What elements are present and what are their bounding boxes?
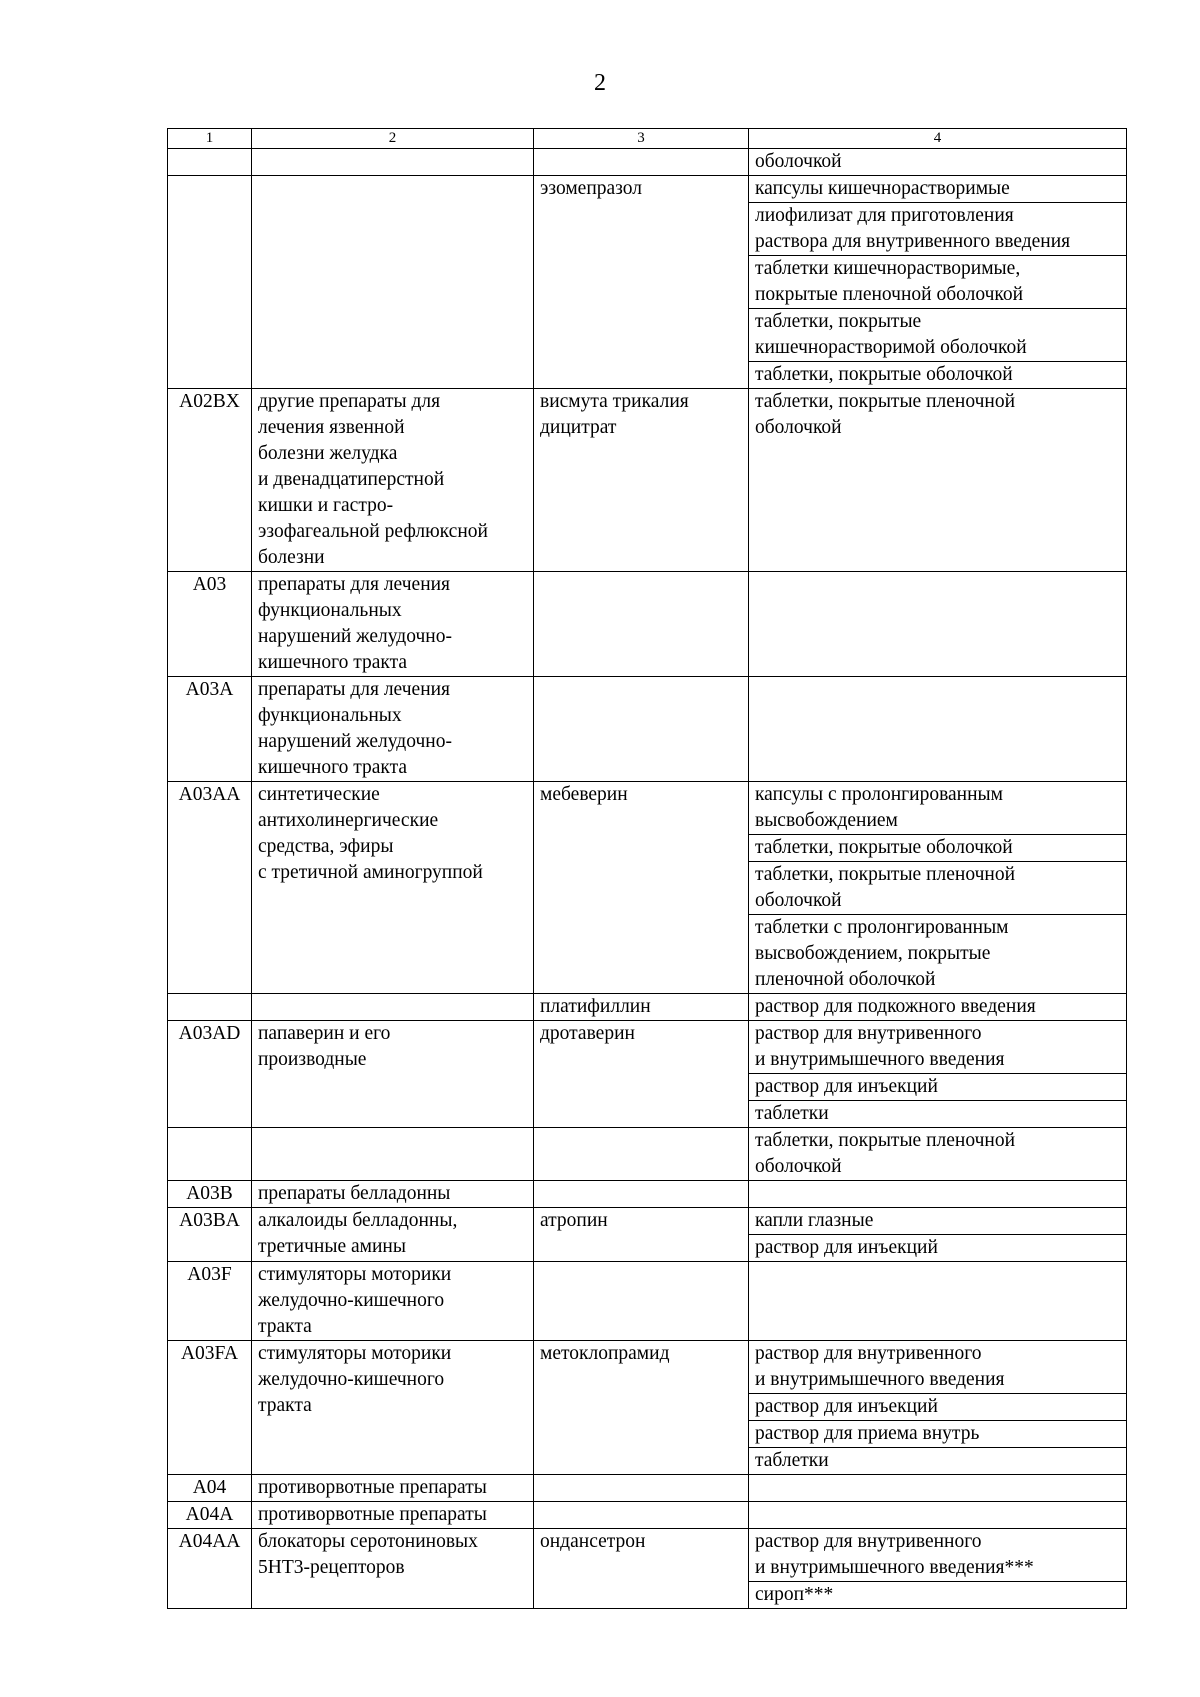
atc-code-cell: A03B <box>168 1181 252 1208</box>
text-line: висмута трикалия <box>540 391 689 412</box>
text-line: лиофилизат для приготовления <box>755 205 1014 226</box>
atc-code-cell: A03A <box>168 677 252 782</box>
group-name-cell <box>252 677 534 782</box>
text-line: тракта <box>258 1316 312 1337</box>
table-row <box>168 1341 1127 1475</box>
text-line: раствор для внутривенного <box>755 1023 982 1044</box>
substance-cell <box>534 1475 749 1502</box>
dosage-forms-cell <box>749 1502 1127 1529</box>
atc-code-cell: A03 <box>168 572 252 677</box>
dosage-form-entry <box>749 361 1126 388</box>
group-name-cell <box>252 1341 534 1475</box>
text-line: функциональных <box>258 705 402 726</box>
substance-cell <box>534 572 749 677</box>
atc-code-cell: A03AA <box>168 782 252 994</box>
text-line: раствор для приема внутрь <box>755 1423 980 1444</box>
text-line: блокаторы серотониновых <box>258 1531 478 1552</box>
text-line: мебеверин <box>540 784 628 805</box>
text-line: нарушений желудочно- <box>258 626 452 647</box>
text-line: раствор для внутривенного <box>755 1343 982 1364</box>
text-line: препараты для лечения <box>258 679 451 700</box>
table-row <box>168 1475 1127 1502</box>
text-line: оболочкой <box>755 890 842 911</box>
text-line: раствор для инъекций <box>755 1076 938 1097</box>
dosage-form-entry <box>749 1420 1126 1447</box>
dosage-form-entry <box>749 782 1126 834</box>
text-line: другие препараты для <box>258 391 441 412</box>
text-line: таблетки кишечнорастворимые, <box>755 258 1021 279</box>
text-line: таблетки, покрытые <box>755 311 922 332</box>
table-row <box>168 1208 1127 1262</box>
text-line: раствора для внутривенного введения <box>755 231 1071 252</box>
dosage-form-entry <box>749 1529 1126 1581</box>
substance-cell <box>534 149 749 176</box>
text-line: таблетки, покрытые оболочкой <box>755 837 1013 858</box>
atc-code-cell: A02BX <box>168 389 252 572</box>
substance-cell <box>534 1208 749 1262</box>
text-line: желудочно-кишечного <box>258 1369 445 1390</box>
table-row <box>168 1262 1127 1341</box>
text-line: синтетические <box>258 784 380 805</box>
dosage-forms-cell <box>749 1021 1127 1128</box>
page-number: 2 <box>594 70 606 96</box>
text-line: таблетки, покрытые пленочной <box>755 1130 1016 1151</box>
drug-list-table <box>167 128 1127 1609</box>
substance-cell <box>534 176 749 389</box>
text-line: противорвотные препараты <box>258 1504 487 1525</box>
text-line: покрытые пленочной оболочкой <box>755 284 1024 305</box>
text-line: тракта <box>258 1395 312 1416</box>
text-line: оболочкой <box>755 417 842 438</box>
text-line: папаверин и его <box>258 1023 391 1044</box>
substance-cell <box>534 1128 749 1181</box>
text-line: высвобождением <box>755 810 898 831</box>
text-line: сироп*** <box>755 1584 834 1605</box>
dosage-form-entry <box>749 861 1126 914</box>
dosage-form-entry <box>749 149 1126 175</box>
group-name-cell <box>252 1181 534 1208</box>
atc-code-cell: A04AA <box>168 1529 252 1609</box>
dosage-form-entry <box>749 1393 1126 1420</box>
dosage-form-entry <box>749 1234 1126 1261</box>
dosage-form-entry <box>749 1208 1126 1234</box>
text-line: антихолинергические <box>258 810 439 831</box>
text-line: средства, эфиры <box>258 836 394 857</box>
dosage-form-entry <box>749 308 1126 361</box>
text-line: пленочной оболочкой <box>755 969 936 990</box>
group-name-cell <box>252 572 534 677</box>
text-line: капсулы с пролонгированным <box>755 784 1003 805</box>
dosage-form-entry <box>749 176 1126 202</box>
text-line: таблетки, покрытые оболочкой <box>755 364 1013 385</box>
text-line: оболочкой <box>755 151 842 172</box>
dosage-forms-cell <box>749 1262 1127 1341</box>
text-line: таблетки, покрытые пленочной <box>755 391 1016 412</box>
substance-cell <box>534 1502 749 1529</box>
dosage-forms-cell <box>749 149 1127 176</box>
group-name-cell <box>252 782 534 994</box>
dosage-form-entry <box>749 202 1126 255</box>
table-row <box>168 1502 1127 1529</box>
text-line: и внутримышечного введения <box>755 1369 1005 1390</box>
substance-cell <box>534 1181 749 1208</box>
atc-code-cell: A04 <box>168 1475 252 1502</box>
text-line: болезни <box>258 547 325 568</box>
text-line: и внутримышечного введения*** <box>755 1557 1034 1578</box>
text-line: алкалоиды белладонны, <box>258 1210 458 1231</box>
atc-code-cell: A04A <box>168 1502 252 1529</box>
dosage-forms-cell <box>749 176 1127 389</box>
text-line: и двенадцатиперстной <box>258 469 445 490</box>
text-line: кишечного тракта <box>258 757 408 778</box>
text-line: кишки и гастро- <box>258 495 394 516</box>
column-number: 4 <box>749 129 1127 149</box>
text-line: третичные амины <box>258 1236 406 1257</box>
atc-code-cell: A03AD <box>168 1021 252 1128</box>
dosage-forms-cell <box>749 1181 1127 1208</box>
group-name-cell <box>252 1475 534 1502</box>
table-row <box>168 1021 1127 1128</box>
dosage-forms-cell <box>749 677 1127 782</box>
text-line: дицитрат <box>540 417 617 438</box>
text-line: раствор для подкожного введения <box>755 996 1036 1017</box>
table-row <box>168 1128 1127 1181</box>
text-line: таблетки <box>755 1450 829 1471</box>
text-line: противорвотные препараты <box>258 1477 487 1498</box>
dosage-forms-cell <box>749 1341 1127 1475</box>
text-line: эзомепразол <box>540 178 642 199</box>
substance-cell <box>534 389 749 572</box>
group-name-cell <box>252 994 534 1021</box>
text-line: функциональных <box>258 600 402 621</box>
dosage-form-entry <box>749 1341 1126 1393</box>
dosage-form-entry <box>749 1021 1126 1073</box>
text-line: 5HT3-рецепторов <box>258 1557 405 1578</box>
text-line: оболочкой <box>755 1156 842 1177</box>
group-name-cell <box>252 1128 534 1181</box>
substance-cell <box>534 1529 749 1609</box>
text-line: ондансетрон <box>540 1531 646 1552</box>
dosage-form-entry <box>749 1581 1126 1608</box>
text-line: атропин <box>540 1210 608 1231</box>
table-row <box>168 572 1127 677</box>
text-line: таблетки с пролонгированным <box>755 917 1009 938</box>
table-row <box>168 994 1127 1021</box>
text-line: капли глазные <box>755 1210 874 1231</box>
group-name-cell <box>252 149 534 176</box>
column-number: 1 <box>168 129 252 149</box>
dosage-forms-cell <box>749 782 1127 994</box>
text-line: дротаверин <box>540 1023 635 1044</box>
table-row <box>168 677 1127 782</box>
substance-cell <box>534 994 749 1021</box>
text-line: эзофагеальной рефлюксной <box>258 521 488 542</box>
group-name-cell <box>252 1262 534 1341</box>
table-row <box>168 782 1127 994</box>
dosage-forms-cell <box>749 389 1127 572</box>
text-line: стимуляторы моторики <box>258 1264 452 1285</box>
substance-cell <box>534 677 749 782</box>
atc-code-cell: A03BA <box>168 1208 252 1262</box>
substance-cell <box>534 1021 749 1128</box>
table-row <box>168 1181 1127 1208</box>
dosage-forms-cell <box>749 572 1127 677</box>
text-line: лечения язвенной <box>258 417 405 438</box>
dosage-forms-cell <box>749 1475 1127 1502</box>
substance-cell <box>534 1341 749 1475</box>
atc-code-cell <box>168 994 252 1021</box>
text-line: нарушений желудочно- <box>258 731 452 752</box>
group-name-cell <box>252 1529 534 1609</box>
text-line: препараты белладонны <box>258 1183 451 1204</box>
dosage-form-entry <box>749 994 1126 1020</box>
text-line: желудочно-кишечного <box>258 1290 445 1311</box>
table-body <box>168 149 1127 1609</box>
text-line: препараты для лечения <box>258 574 451 595</box>
text-line: с третичной аминогруппой <box>258 862 483 883</box>
atc-code-cell <box>168 176 252 389</box>
text-line: высвобождением, покрытые <box>755 943 991 964</box>
atc-code-cell: A03F <box>168 1262 252 1341</box>
column-number: 2 <box>252 129 534 149</box>
table-row <box>168 149 1127 176</box>
text-line: раствор для внутривенного <box>755 1531 982 1552</box>
dosage-form-entry <box>749 914 1126 993</box>
substance-cell <box>534 1262 749 1341</box>
substance-cell <box>534 782 749 994</box>
dosage-form-entry <box>749 1128 1126 1180</box>
text-line: таблетки, покрытые пленочной <box>755 864 1016 885</box>
text-line: производные <box>258 1049 367 1070</box>
text-line: раствор для инъекций <box>755 1237 938 1258</box>
dosage-form-entry <box>749 1447 1126 1474</box>
text-line: платифиллин <box>540 996 651 1017</box>
column-number: 3 <box>534 129 749 149</box>
dosage-form-entry <box>749 1100 1126 1127</box>
dosage-forms-cell <box>749 1208 1127 1262</box>
table-row <box>168 176 1127 389</box>
text-line: капсулы кишечнорастворимые <box>755 178 1010 199</box>
text-line: кишечного тракта <box>258 652 408 673</box>
group-name-cell <box>252 1208 534 1262</box>
text-line: стимуляторы моторики <box>258 1343 452 1364</box>
text-line: раствор для инъекций <box>755 1396 938 1417</box>
group-name-cell <box>252 1502 534 1529</box>
dosage-form-entry <box>749 389 1126 441</box>
column-number-row <box>168 129 1127 149</box>
group-name-cell <box>252 389 534 572</box>
dosage-form-entry <box>749 1073 1126 1100</box>
dosage-form-entry <box>749 834 1126 861</box>
group-name-cell <box>252 176 534 389</box>
table-row <box>168 1529 1127 1609</box>
text-line: метоклопрамид <box>540 1343 670 1364</box>
text-line: кишечнорастворимой оболочкой <box>755 337 1027 358</box>
dosage-forms-cell <box>749 1128 1127 1181</box>
atc-code-cell: A03FA <box>168 1341 252 1475</box>
atc-code-cell <box>168 1128 252 1181</box>
atc-code-cell <box>168 149 252 176</box>
table-row <box>168 389 1127 572</box>
group-name-cell <box>252 1021 534 1128</box>
dosage-forms-cell <box>749 1529 1127 1609</box>
text-line: и внутримышечного введения <box>755 1049 1005 1070</box>
dosage-forms-cell <box>749 994 1127 1021</box>
text-line: таблетки <box>755 1103 829 1124</box>
text-line: болезни желудка <box>258 443 398 464</box>
dosage-form-entry <box>749 255 1126 308</box>
